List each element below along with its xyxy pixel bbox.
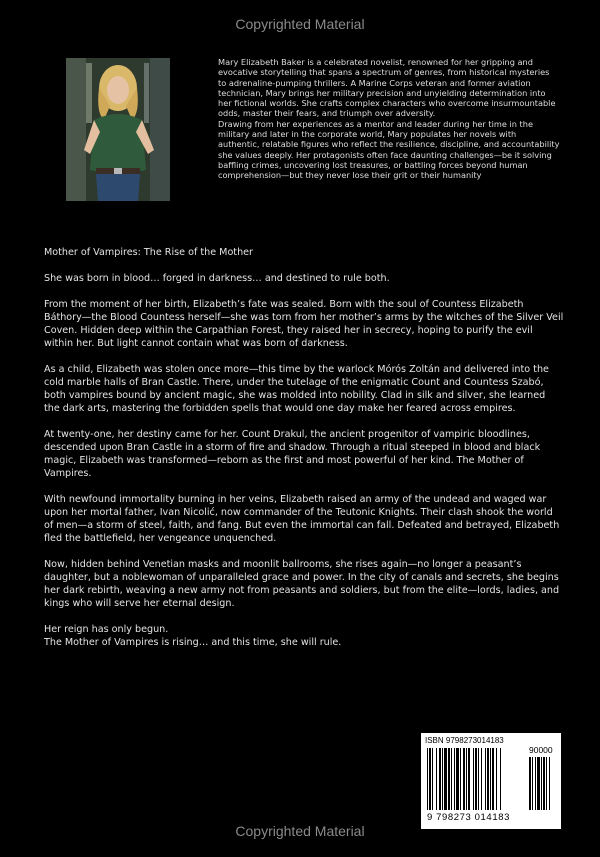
barcode-bar bbox=[444, 748, 447, 810]
barcode-bar bbox=[442, 748, 443, 810]
barcode-bar bbox=[427, 748, 428, 810]
addon-barcode-bar bbox=[529, 757, 531, 810]
barcode-bar bbox=[496, 748, 497, 810]
barcode-bar bbox=[475, 748, 477, 810]
barcode-bar bbox=[466, 748, 467, 810]
barcode-bar bbox=[460, 748, 461, 810]
watermark-top: Copyrighted Material bbox=[235, 16, 365, 32]
author-bio-paragraph: Mary Elizabeth Baker is a celebrated novelist, renowned for her gripping and evocative storytelling that spans a spectrum of genres, from historical mysteries to adrenaline-pumping thrillers. A Marine Corps veteran and former aviation technician, Mary brings her military precision and unyielding determination into her fictional worlds. She crafts complex characters who overcome insurmountable odds, master their fears, and triumph over adversity. bbox=[218, 57, 556, 119]
barcode-bar bbox=[456, 748, 459, 810]
book-title: Mother of Vampires: The Rise of the Mother bbox=[44, 247, 253, 258]
barcode-bar bbox=[432, 748, 433, 810]
addon-barcode-bar bbox=[543, 757, 545, 810]
closing-line: Her reign has only begun. bbox=[44, 624, 169, 635]
addon-barcode-bar bbox=[549, 757, 550, 810]
author-bio bbox=[218, 57, 560, 181]
barcode-bar bbox=[439, 748, 441, 810]
story-paragraph: With newfound immortality burning in her veins, Elizabeth raised an army of the undead and waged war upon her mortal father, Ivan Nicolić, now commander of the Teutonic Knights. Their clash shook the world of men—a storm of steel, faith, and fang. But even the immortal can fall. Defeated and betrayed, Elizabeth fled the battlefield, her vengeance unquenched. bbox=[44, 494, 560, 544]
barcode-bar bbox=[492, 748, 494, 810]
barcode-bar bbox=[463, 748, 465, 810]
addon-barcode-bar bbox=[546, 757, 547, 810]
barcode-digits: 9 798273 014183 bbox=[427, 812, 510, 823]
isbn-label: ISBN 9798273014183 bbox=[425, 736, 504, 745]
barcode-bar bbox=[500, 748, 501, 810]
barcode-bar bbox=[485, 748, 486, 810]
watermark-bottom: Copyrighted Material bbox=[235, 823, 365, 839]
addon-barcode-bar bbox=[532, 757, 533, 810]
barcode-bar bbox=[468, 748, 470, 810]
isbn-barcode bbox=[421, 733, 561, 829]
barcode-bar bbox=[490, 748, 491, 810]
price-code: 90000 bbox=[529, 745, 553, 755]
barcode-bar bbox=[454, 748, 455, 810]
barcode-bar bbox=[451, 748, 452, 810]
story-paragraph: As a child, Elizabeth was stolen once more—this time by the warlock Mórós Zoltán and delivered into the cold marble halls of Bran Castle. There, under the tutelage of the enigmatic Count and Countess Szabó, both vampires bound by ancient magic, she was molded into nobility. Clad in silk and silver, she learned the dark arts, mastering the forbidden spells that would one day make her feared across empires. bbox=[44, 364, 549, 414]
barcode-bar bbox=[436, 748, 437, 810]
addon-barcode-bar bbox=[537, 757, 540, 810]
barcode-bar bbox=[481, 748, 482, 810]
story-paragraph: At twenty-one, her destiny came for her. Count Drakul, the ancient progenitor of vampiric bloodlines, descended upon Bran Castle in a storm of fire and shadow. Through a ritual steeped in blood and black magic, Elizabeth was transformed—reborn as the first and most powerful of her kind. The Mother of Vampires. bbox=[44, 429, 541, 479]
barcode-bar bbox=[429, 748, 431, 810]
author-bio-paragraph: Drawing from her experiences as a mentor and leader during her time in the military and later in the corporate world, Mary populates her novels with authentic, relatable figures who reflect the resilience, discipline, and accountability she values deeply. Her protagonists often face daunting challenges—be it solving baffling crimes, uncovering lost treasures, or battling forces beyond human comprehension—but they never lose their grit or their humanity bbox=[218, 118, 560, 181]
book-description bbox=[44, 246, 564, 649]
story-paragraph: She was born in blood… forged in darkness… and destined to rule both. bbox=[44, 273, 390, 284]
closing-line: The Mother of Vampires is rising… and this time, she will rule. bbox=[44, 637, 342, 648]
story-paragraph: Now, hidden behind Venetian masks and moonlit ballrooms, she rises again—no longer a peasant’s daughter, but a noblewoman of unparalleled grace and power. In the city of canals and secrets, she begins her dark rebirth, weaving a new army not from peasants and soldiers, but from the elite—lords, ladies, and kings who will serve her eternal design. bbox=[44, 559, 560, 609]
addon-barcode-bar bbox=[535, 757, 536, 810]
author-photo bbox=[66, 58, 170, 201]
barcode-bar bbox=[478, 748, 479, 810]
addon-barcode-bar bbox=[541, 757, 542, 810]
author-portrait-illustration bbox=[66, 58, 170, 201]
barcode-bar bbox=[473, 748, 474, 810]
barcode-bar bbox=[448, 748, 450, 810]
barcode-bar bbox=[487, 748, 489, 810]
story-paragraph: From the moment of her birth, Elizabeth’s fate was sealed. Born with the soul of Countess Elizabeth Báthory—the Blood Countess herself—she was torn from her mother’s arms by the witches of the Silver Veil Coven. Hidden deep within the Carpathian Forest, they raised her in secrecy, hoping to purify the evil within her. But light cannot contain what was born of darkness. bbox=[44, 299, 564, 349]
